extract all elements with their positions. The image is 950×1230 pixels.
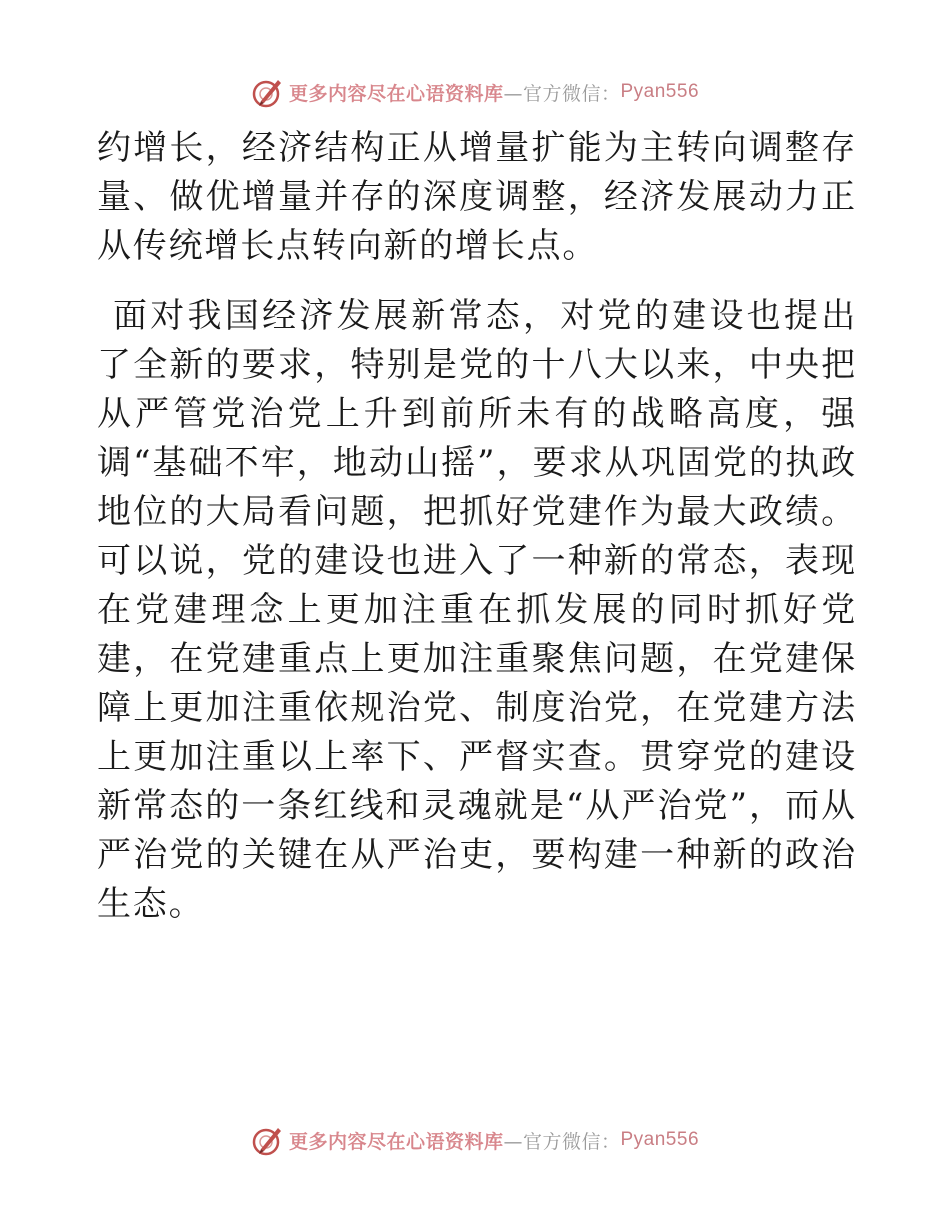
footer-watermark: [0, 1120, 950, 1160]
watermark-wechat-id: Pyan556: [620, 1129, 700, 1150]
paragraph-1: 约增长，经济结构正从增量扩能为主转向调整存量、做优增量并存的深度调整，经济发展动力正从传统增长点转向新的增长点。: [97, 128, 857, 266]
watermark-sub-text: —官方微信：: [503, 82, 621, 105]
watermark-sub-text: —官方微信：: [503, 1130, 621, 1153]
brush-pen-logo-icon: [251, 75, 285, 109]
watermark-main-text: 更多内容尽在心语资料库: [288, 82, 504, 105]
watermark-main-text: 更多内容尽在心语资料库: [288, 1130, 504, 1153]
paragraph-2: 面对我国经济发展新常态，对党的建设也提出了全新的要求，特别是党的十八大以来，中央把从严管党治党上升到前所未有的战略高度，强调“基础不牢，地动山摇”，要求从巩固党的执政地位的大局看问题，把抓好党建作为最大政绩。可以说，党的建设也进入了一种新的常态，表现在党建理念上更加注重在抓发展的同时抓好党建，在党建重点上更加注重聚焦问题，在党建保障上更加注重依规治党、制度治党，在党建方法上更加注重以上率下、严督实查。贯穿党的建设新常态的一条红线和灵魂就是“从严治党”，而从严治党的关键在从严治吏，要构建一种新的政治生态。: [97, 296, 857, 924]
brush-pen-logo-icon: [251, 1123, 285, 1157]
header-watermark: [0, 72, 950, 112]
watermark-wechat-id: Pyan556: [620, 81, 700, 102]
document-body: [97, 124, 857, 929]
